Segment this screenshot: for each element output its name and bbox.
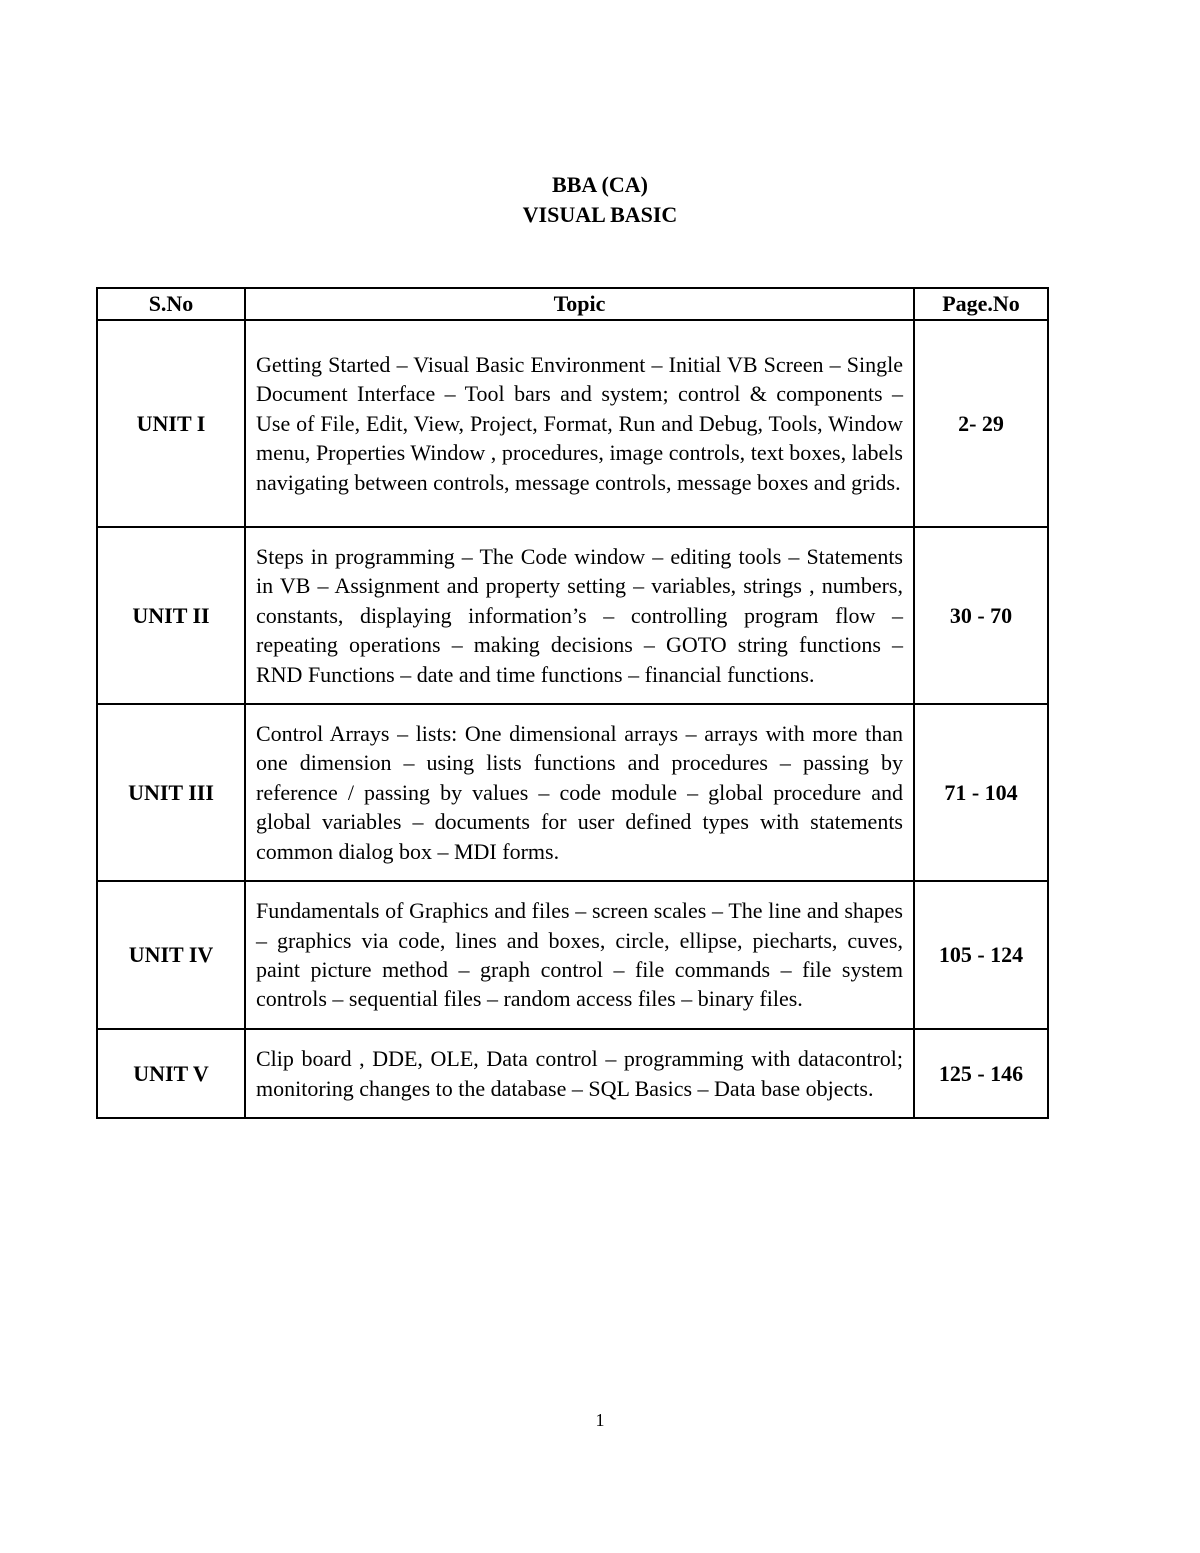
- unit-cell: UNIT V: [97, 1029, 245, 1118]
- page-range-cell: 2- 29: [914, 320, 1048, 527]
- unit-cell: UNIT IV: [97, 881, 245, 1029]
- document-title: [0, 170, 1200, 230]
- topic-cell: Getting Started – Visual Basic Environment – Initial VB Screen – Single Document Interface – Tool bars and system; control & components – Use of File, Edit, View, Project, Format, Run and Debug, Tools, Window menu, Properties Window , procedures, image controls, text boxes, labels navigating between controls, message controls, message boxes and grids.: [245, 320, 914, 527]
- subject-title: VISUAL BASIC: [522, 202, 678, 227]
- unit-cell: UNIT II: [97, 527, 245, 704]
- page-range-cell: 30 - 70: [914, 527, 1048, 704]
- syllabus-table: [96, 287, 1049, 1119]
- column-header-topic: Topic: [245, 288, 914, 320]
- topic-cell: Steps in programming – The Code window – editing tools – Statements in VB – Assignment and property setting – variables, strings , numbers, constants, displaying information’s – controlling program flow – repeating operations – making decisions – GOTO string functions – RND Functions – date and time functions – financial functions.: [245, 527, 914, 704]
- column-header-sno: S.No: [97, 288, 245, 320]
- page-range-cell: 105 - 124: [914, 881, 1048, 1029]
- unit-cell: UNIT III: [97, 704, 245, 881]
- page-range-cell: 71 - 104: [914, 704, 1048, 881]
- table-row: [97, 704, 1048, 881]
- table-row: [97, 320, 1048, 527]
- table-row: [97, 1029, 1048, 1118]
- table-row: [97, 881, 1048, 1029]
- unit-cell: UNIT I: [97, 320, 245, 527]
- page-range-cell: 125 - 146: [914, 1029, 1048, 1118]
- topic-cell: Control Arrays – lists: One dimensional arrays – arrays with more than one dimension – using lists functions and procedures – passing by reference / passing by values – code module – global procedure and global variables – documents for user defined types with statements common dialog box – MDI forms.: [245, 704, 914, 881]
- page-number: 1: [595, 1410, 605, 1430]
- course-title: BBA (CA): [552, 172, 648, 197]
- table-header-row: [97, 288, 1048, 320]
- topic-cell: Fundamentals of Graphics and files – screen scales – The line and shapes – graphics via code, lines and boxes, circle, ellipse, piecharts, cuves, paint picture method – graph control – file commands – file system controls – sequential files – random access files – binary files.: [245, 881, 914, 1029]
- topic-cell: Clip board , DDE, OLE, Data control – programming with datacontrol; monitoring changes to the database – SQL Basics – Data base objects.: [245, 1029, 914, 1118]
- column-header-page: Page.No: [914, 288, 1048, 320]
- table-row: [97, 527, 1048, 704]
